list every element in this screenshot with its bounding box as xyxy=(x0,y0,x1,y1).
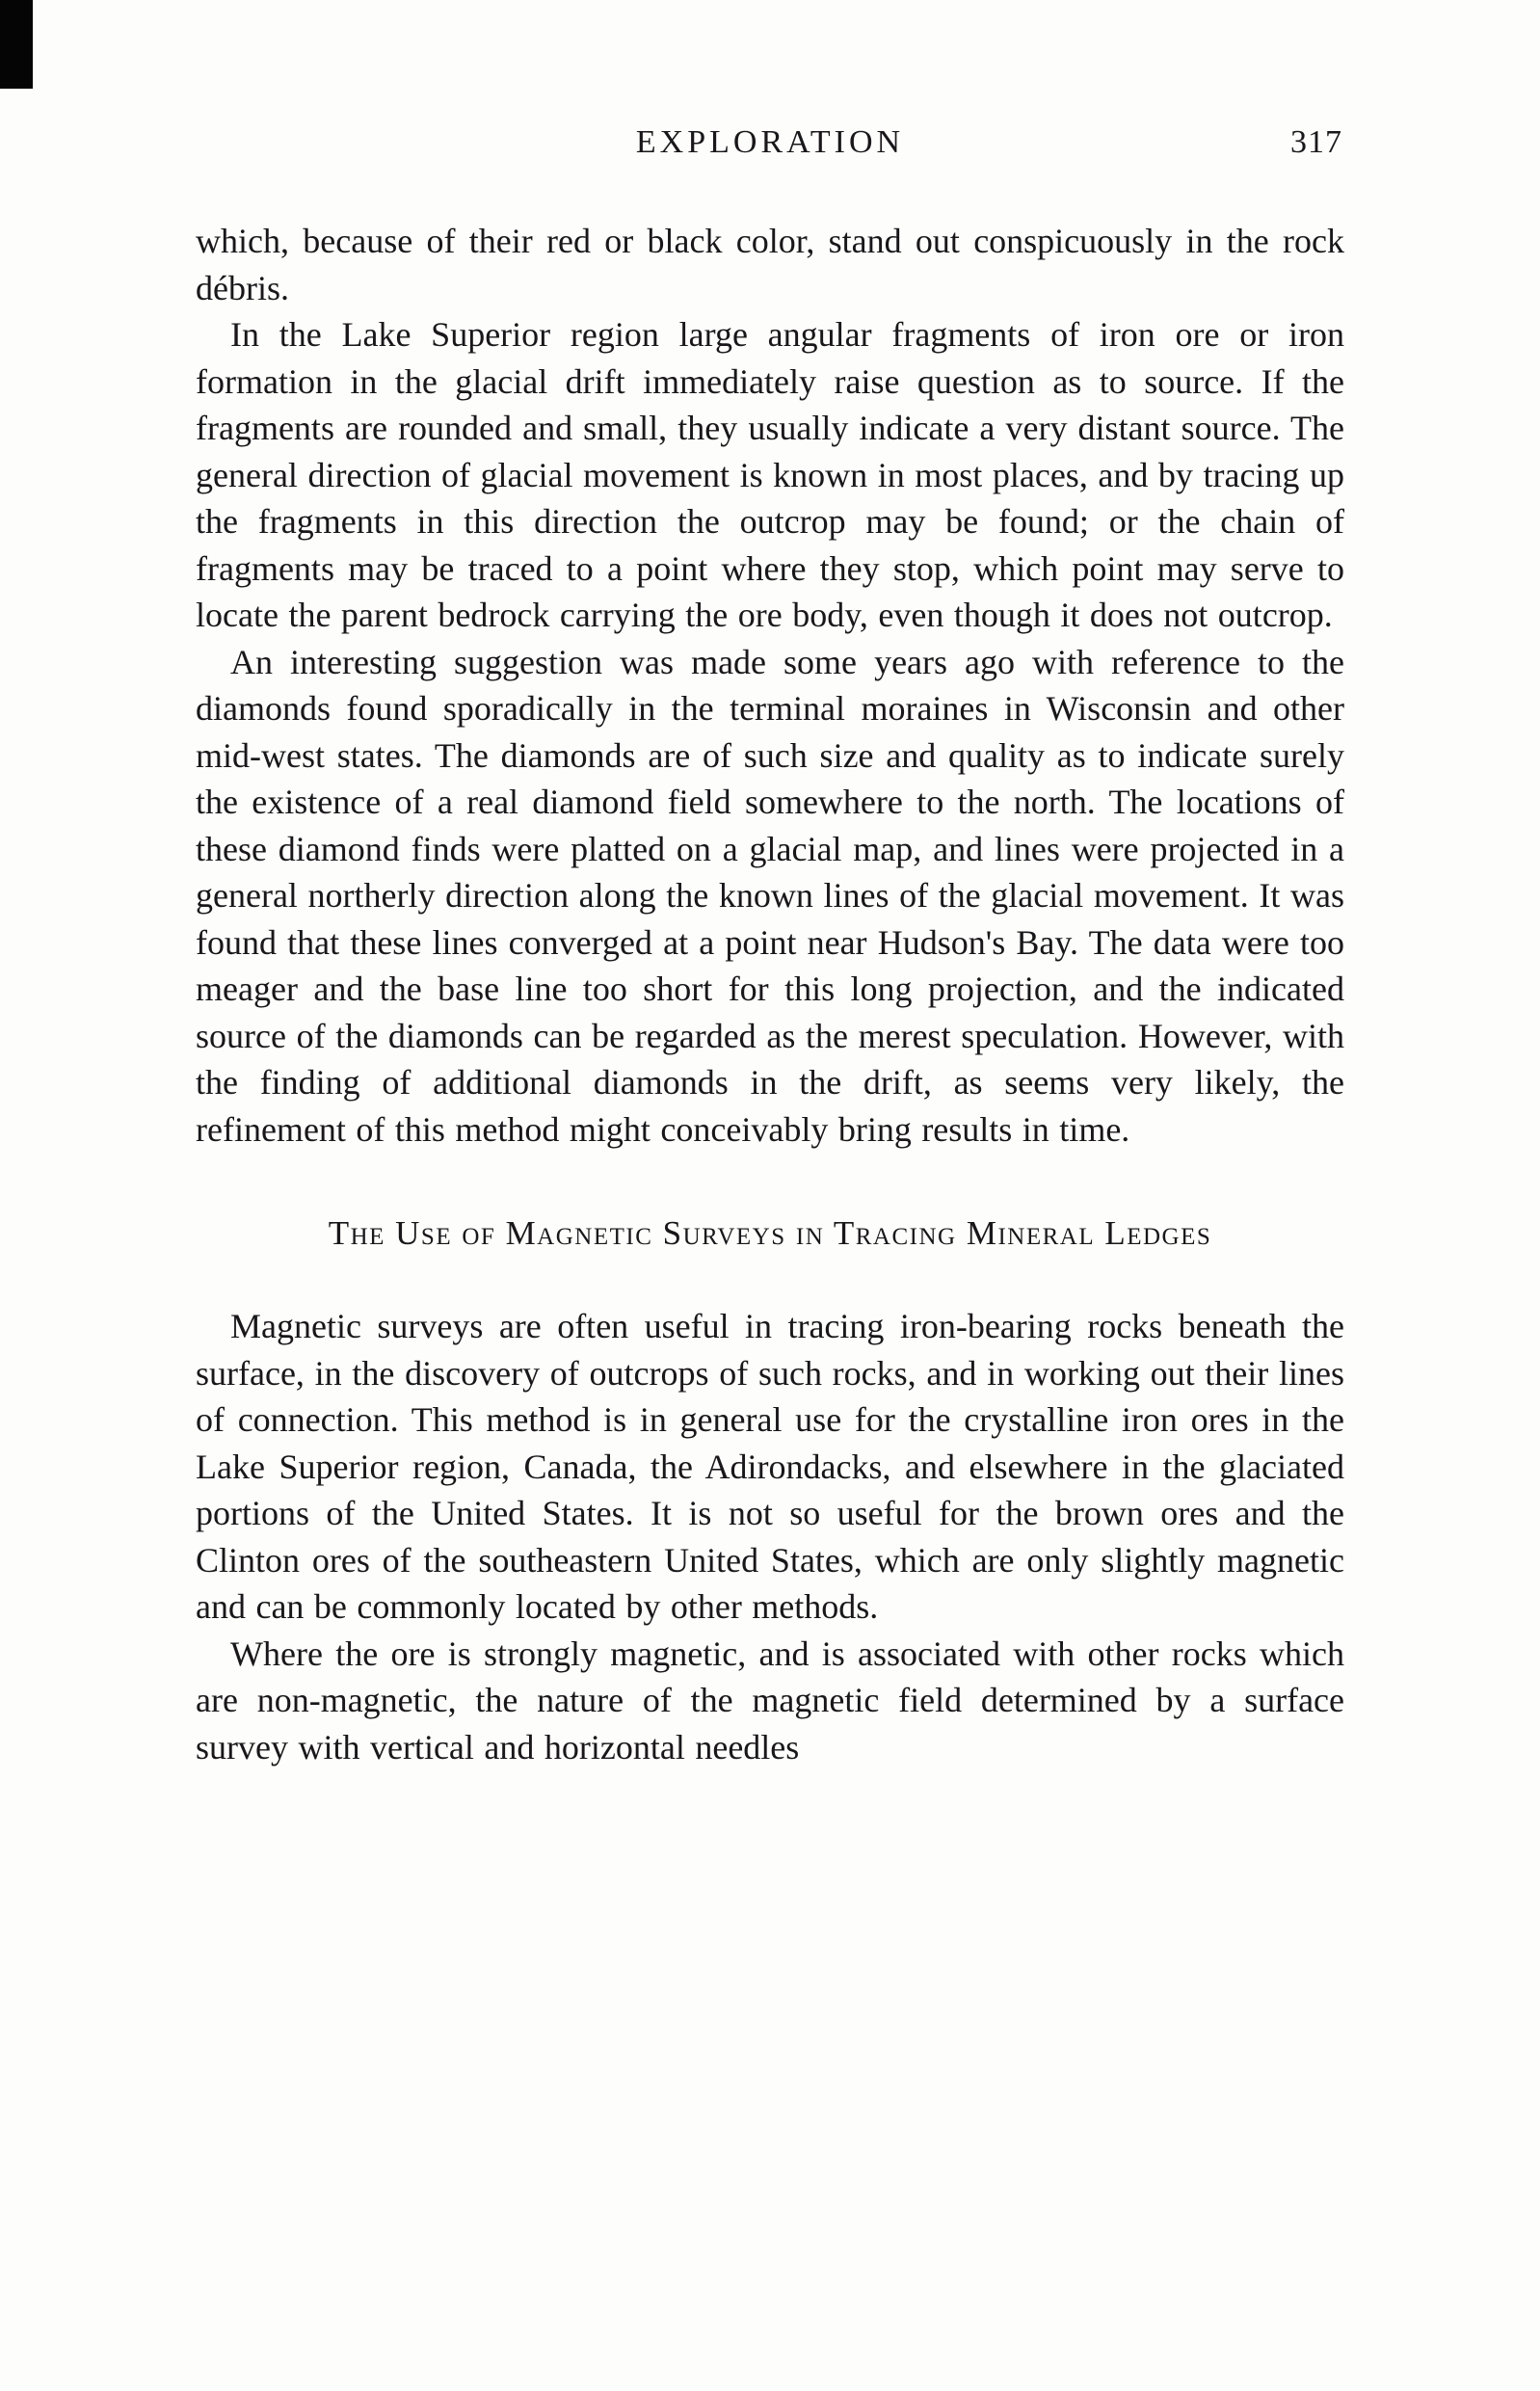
paragraph: which, because of their red or black color, stand out conspicuously in the rock débris. xyxy=(196,222,1344,307)
running-header xyxy=(196,121,1344,164)
section-heading: The Use of Magnetic Surveys in Tracing Mineral Ledges xyxy=(328,1214,1212,1252)
paragraph: Magnetic surveys are often useful in tracing iron-bearing rocks beneath the surface, in the discovery of outcrops of such rocks, and in working out their lines of connection. This method is in general use for the crystalline iron ores in the Lake Superior region, Canada, the Adirondacks, and elsewhere in the glaciated portions of the United States. It is not so useful for the brown ores and the Clinton ores of the southeastern United States, which are only slightly magnetic and can be commonly located by other methods. xyxy=(196,1307,1344,1626)
page-number: 317 xyxy=(1290,124,1342,160)
book-page xyxy=(196,0,1344,1770)
scan-edge-artifact xyxy=(0,0,33,89)
paragraph: An interesting suggestion was made some years ago with reference to the diamonds found sporadically in the terminal moraines in Wisconsin and other mid-west states. The diamonds are of such size and quality as to indicate surely the existence of a real diamond field somewhere to the north. The locations of these diamond finds were platted on a glacial map, and lines were projected in a general northerly direction along the known lines of the glacial movement. It was found that these lines converged at a point near Hudson's Bay. The data were too meager and the base line too short for this long projection, and the indicated source of the diamonds can be regarded as the merest speculation. However, with the finding of additional diamonds in the drift, as seems very likely, the refinement of this method might conceivably bring results in time. xyxy=(196,642,1344,1149)
paragraph: In the Lake Superior region large angular fragments of iron ore or iron formation in the glacial drift immediately raise question as to source. If the fragments are rounded and small, they usually indicate a very distant source. The general direction of glacial movement is known in most places, and by tracing up the fragments in this direction the outcrop may be found; or the chain of fragments may be traced to a point where they stop, which point may serve to locate the parent bedrock carrying the ore body, even though it does not outcrop. xyxy=(196,315,1344,634)
running-header-title: EXPLORATION xyxy=(635,124,905,160)
paragraph: Where the ore is strongly magnetic, and is associated with other rocks which are non-magnetic, the nature of the magnetic field determined by a surface survey with vertical and horizontal needles xyxy=(196,1634,1344,1767)
